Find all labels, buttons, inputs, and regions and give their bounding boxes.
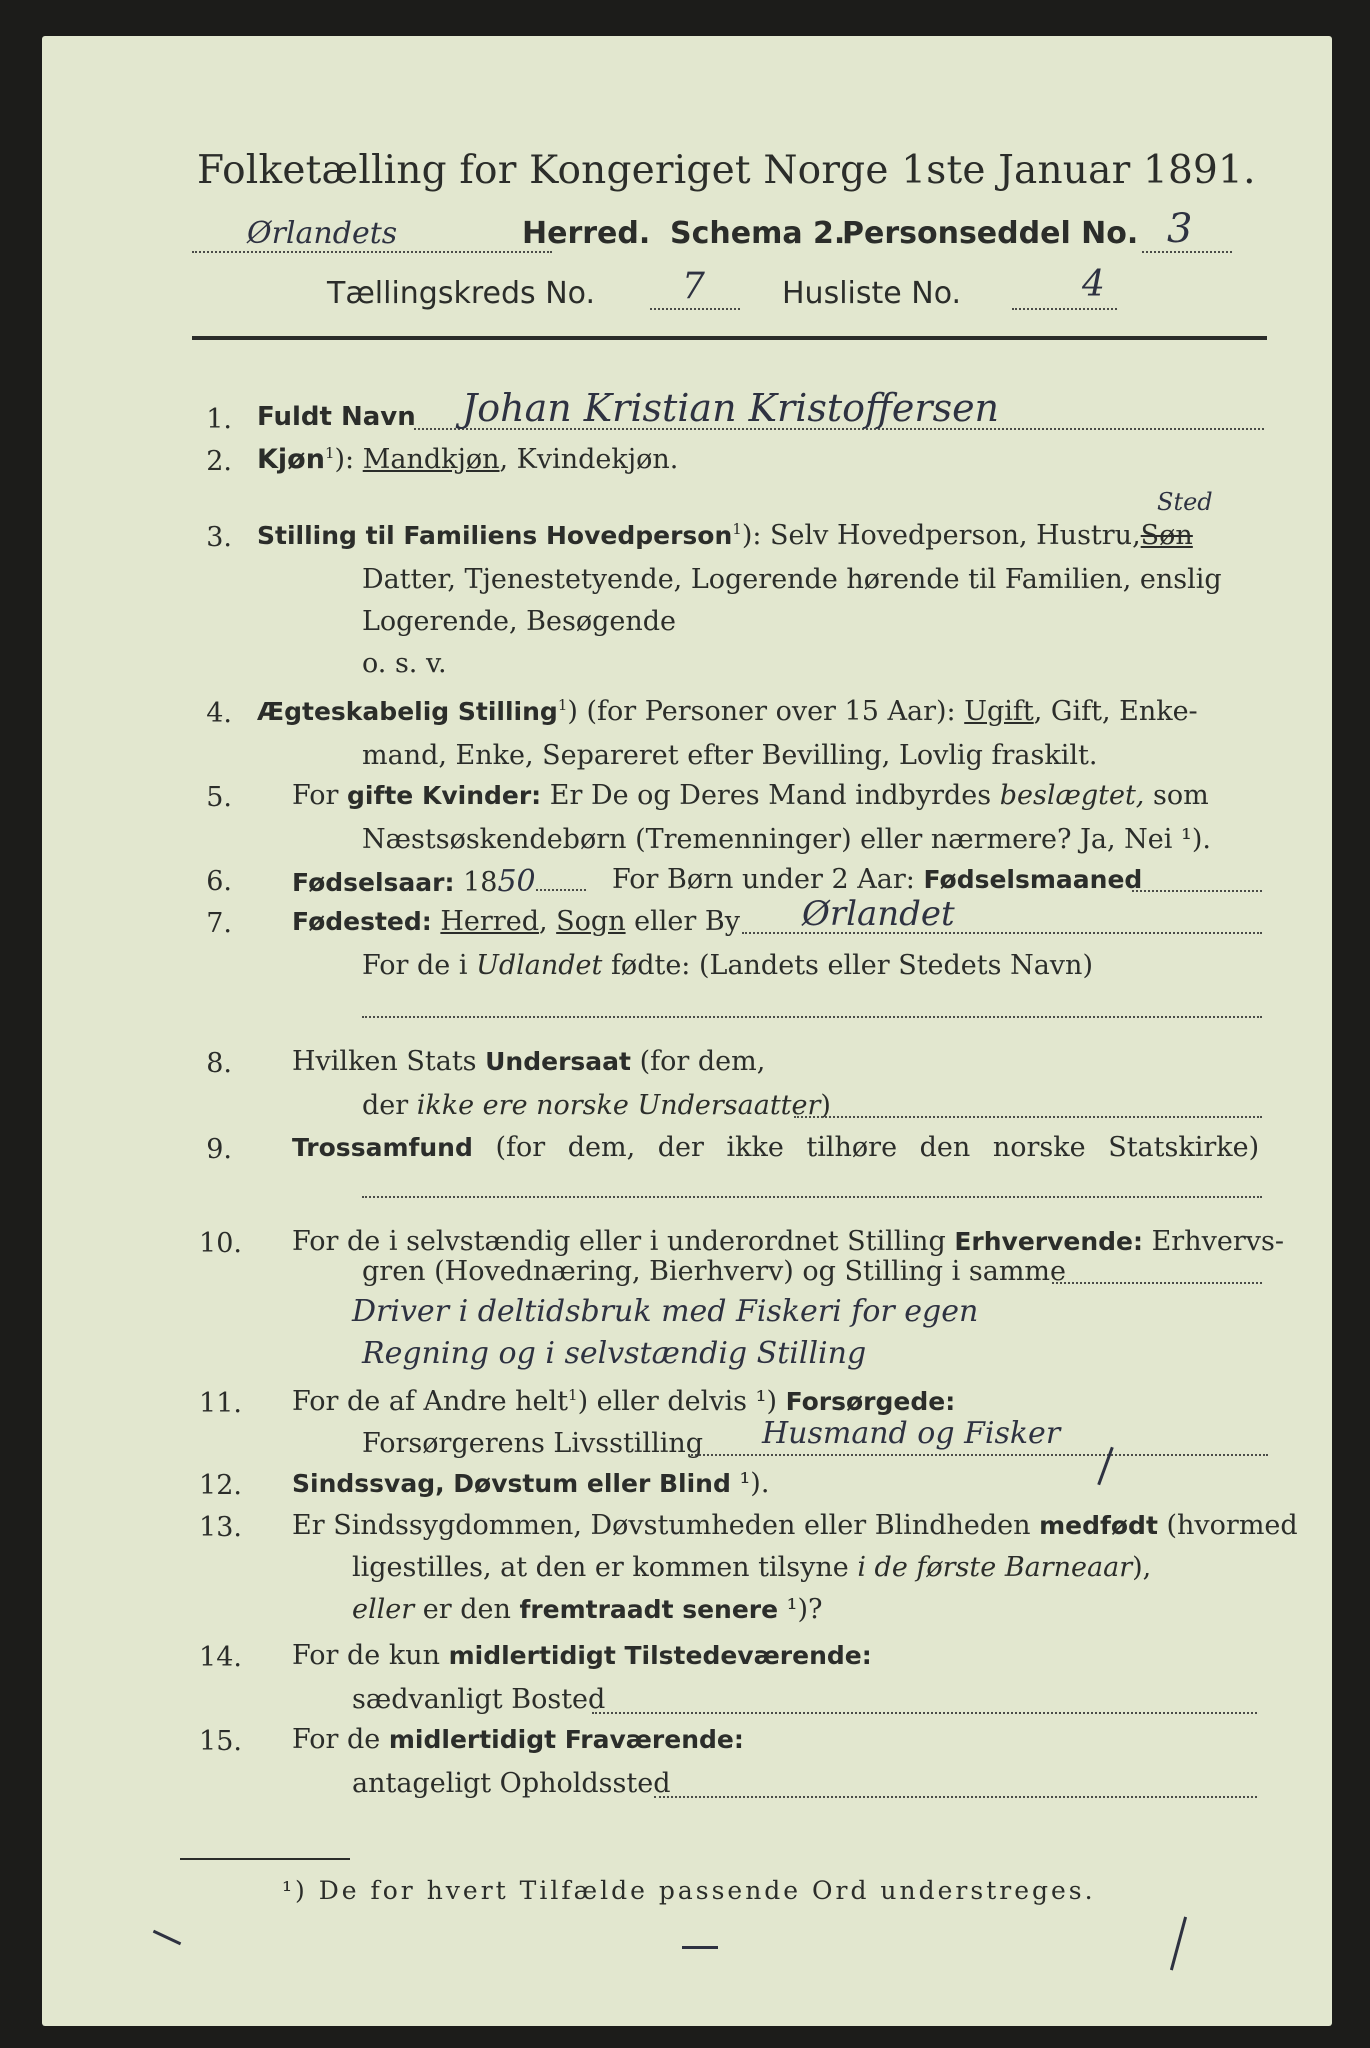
q11-label: Forsørgede:	[785, 1387, 956, 1416]
schema-label: Schema 2.	[670, 216, 846, 251]
q7-option-sogn: Sogn	[556, 906, 626, 937]
q1-number: 1.	[206, 404, 232, 435]
herred-label: Herred.	[522, 216, 651, 251]
q7-label: Fødested:	[292, 907, 432, 936]
q9-number: 9.	[206, 1134, 232, 1165]
q10-line1	[292, 1226, 1284, 1257]
q2-sup: 1	[324, 444, 335, 462]
q3-text: ): Selv Hovedperson, Hustru,	[741, 520, 1141, 551]
q6-text: For Børn under 2 Aar:	[612, 864, 924, 895]
q3-line4: o. s. v.	[362, 648, 447, 679]
pen-mark-center	[682, 1946, 718, 1949]
footnote-rule	[180, 1858, 350, 1860]
pen-mark-left	[153, 1930, 181, 1945]
q13-text-c: ligestilles, at den er kommen tilsyne	[352, 1552, 858, 1583]
q7-italic: Udlandet	[476, 950, 603, 981]
q11-value: Husmand og Fisker	[762, 1416, 1061, 1451]
q13-text-b: (hvormed	[1157, 1510, 1298, 1541]
q5-text-b: som	[1144, 780, 1209, 811]
q6-label2: Fødselsmaaned	[923, 865, 1143, 894]
q13-text-e: er den	[414, 1594, 520, 1625]
q3-line3: Logerende, Besøgende	[362, 606, 676, 637]
q11-text-a: For de af Andre helt	[292, 1386, 569, 1417]
q9-label: Trossamfund	[292, 1133, 473, 1162]
q11-text-b: ) eller delvis ¹)	[577, 1386, 786, 1417]
q4-sup: 1	[557, 696, 568, 714]
q11-line2: Forsørgerens Livsstilling	[362, 1428, 704, 1459]
q11-dots	[688, 1454, 1268, 1456]
q3-number: 3.	[206, 522, 232, 553]
q5-prefix: For	[292, 780, 348, 811]
q7-line2	[362, 950, 1093, 981]
q13-text-d: ),	[1132, 1552, 1152, 1583]
kreds-value: 7	[682, 266, 705, 307]
herred-value: Ørlandets	[247, 216, 398, 251]
q5-italic: beslægtet,	[999, 780, 1145, 811]
q7-text: eller By	[625, 906, 740, 937]
q8-number: 8.	[206, 1048, 232, 1079]
q13-italic: i de første Barneaar	[857, 1552, 1133, 1583]
q2-text-b: , Kvindekjøn.	[499, 444, 679, 475]
q10-number: 10.	[199, 1228, 242, 1259]
q6-year-prefix: 18	[454, 867, 498, 898]
q13-line1	[292, 1510, 1298, 1541]
q4-label: Ægteskabelig Stilling	[257, 697, 558, 726]
q6-year-value: 50	[497, 864, 536, 899]
q15-line2: antageligt Opholdssted	[352, 1768, 671, 1799]
q3-line2: Datter, Tjenestetyende, Logerende hørende til Familien, enslig	[362, 564, 1222, 595]
q9-line	[292, 1132, 1259, 1163]
q4-line2: mand, Enke, Separeret efter Bevilling, Lovlig fraskilt.	[362, 740, 1098, 771]
q3-option-son: Søn	[1140, 520, 1193, 551]
q8-line2	[362, 1090, 831, 1121]
q13-line3	[352, 1594, 823, 1625]
q13-italic2: eller	[352, 1594, 415, 1625]
q2-label: Kjøn	[257, 444, 325, 475]
q4-number: 4.	[206, 698, 232, 729]
husliste-value: 4	[1082, 264, 1105, 305]
census-form	[42, 36, 1332, 2026]
q13-line2	[352, 1552, 1151, 1583]
q3-correction: Sted	[1157, 488, 1213, 516]
q2-number: 2.	[206, 446, 232, 477]
q13-label: medfødt	[1039, 1511, 1158, 1540]
q14-number: 14.	[199, 1642, 242, 1673]
q6-label: Fødselsaar:	[292, 868, 455, 897]
q10-hand2: Regning og i selvstændig Stilling	[362, 1336, 867, 1371]
q6-number: 6.	[206, 866, 232, 897]
q4-option-unmarried: Ugift	[964, 696, 1034, 727]
q8-text-a: Hvilken Stats	[292, 1046, 486, 1077]
q5-line2: Næstsøskendebørn (Tremenninger) eller nærmere? Ja, Nei ¹).	[362, 824, 1211, 855]
q10-label: Erhvervende:	[954, 1227, 1144, 1256]
q5-number: 5.	[206, 782, 232, 813]
q6-line	[292, 864, 586, 899]
husliste-label: Husliste No.	[782, 276, 962, 311]
q4-text-b: , Gift, Enke-	[1033, 696, 1198, 727]
q8-dots	[794, 1116, 1262, 1118]
q8-line1	[292, 1046, 765, 1077]
q3-line1	[257, 520, 1193, 551]
q14-label: midlertidigt Tilstedeværende:	[448, 1641, 872, 1670]
herred-dots	[192, 251, 552, 253]
q4-text-a: ) (for Personer over 15 Aar):	[567, 696, 965, 727]
personseddel-value: 3	[1167, 206, 1193, 252]
q7-value: Ørlandet	[802, 894, 955, 934]
form-title: Folketælling for Kongeriget Norge 1ste Januar 1891.	[197, 148, 1256, 193]
q5-text-a: Er De og Deres Mand indbyrdes	[541, 780, 1000, 811]
q14-line1	[292, 1640, 872, 1671]
q7-line1	[292, 906, 740, 937]
q15-line1	[292, 1724, 744, 1755]
q2-line	[257, 444, 678, 475]
q14-dots	[592, 1712, 1257, 1714]
q1-label: Fuldt Navn	[257, 402, 416, 432]
q10-dots	[1052, 1282, 1262, 1284]
q12-text: ¹).	[730, 1468, 770, 1499]
q7-dots2	[362, 1016, 1262, 1018]
q13-number: 13.	[199, 1512, 242, 1543]
footnote: ¹) De for hvert Tilfælde passende Ord understreges.	[282, 1876, 1096, 1905]
q12-label: Sindssvag, Døvstum eller Blind	[292, 1469, 731, 1498]
q7-sep: ,	[538, 906, 557, 937]
q1-value: Johan Kristian Kristoffersen	[462, 386, 1000, 430]
q11-stroke	[1097, 1447, 1114, 1486]
q8-text-b: (for dem,	[630, 1046, 766, 1077]
q6-line-b	[612, 864, 1142, 895]
q9-text: (for dem, der ikke tilhøre den norske Statskirke)	[472, 1132, 1260, 1163]
q2-text-a: ):	[334, 444, 363, 475]
pen-mark-right	[1170, 1917, 1187, 1971]
q2-option-male: Mandkjøn	[362, 444, 500, 475]
q8-italic: ikke ere norske Undersaatter	[416, 1090, 821, 1121]
q3-sup: 1	[732, 520, 742, 538]
q8-text-d: )	[820, 1090, 831, 1121]
q10-text-a: For de i selvstændig eller i underordnet Stilling	[292, 1226, 955, 1257]
q7-option-herred: Herred	[440, 906, 539, 937]
q7-text-a: For de i	[362, 950, 477, 981]
header-rule	[192, 336, 1267, 340]
q11-number: 11.	[199, 1388, 242, 1419]
q6-dots	[1132, 890, 1262, 892]
q8-label: Undersaat	[485, 1047, 631, 1076]
q10-text-b: Erhvervs-	[1143, 1226, 1284, 1257]
q15-label: midlertidigt Fraværende:	[388, 1725, 744, 1754]
q13-text-f: ¹)?	[778, 1594, 823, 1625]
q9-dots	[362, 1196, 1262, 1198]
q5-line1	[292, 780, 1209, 811]
q13-text-a: Er Sindssygdommen, Døvstumheden eller Blindheden	[292, 1510, 1040, 1541]
personseddel-label: Personseddel No.	[842, 216, 1139, 251]
q7-number: 7.	[206, 908, 232, 939]
q15-number: 15.	[199, 1726, 242, 1757]
q15-prefix: For de	[292, 1724, 389, 1755]
q12-line	[292, 1468, 769, 1499]
q7-text-b: fødte: (Landets eller Stedets Navn)	[602, 950, 1093, 981]
q11-line1: For de af Andre helt$^1$) eller delvis ¹) Forsørgede:	[292, 1386, 956, 1417]
q14-prefix: For de kun	[292, 1640, 449, 1671]
q12-number: 12.	[199, 1470, 242, 1501]
q8-text-c: der	[362, 1090, 417, 1121]
q10-hand1: Driver i deltidsbruk med Fiskeri for egen	[352, 1294, 979, 1329]
q4-line1	[257, 696, 1198, 727]
q3-label: Stilling til Familiens Hovedperson	[257, 521, 733, 550]
kreds-label: Tællingskreds No.	[327, 276, 595, 311]
kreds-dots	[650, 308, 740, 310]
q15-dots	[654, 1796, 1257, 1798]
q10-line2: gren (Hovednæring, Bierhverv) og Stilling i samme	[362, 1256, 1067, 1287]
q5-label: gifte Kvinder:	[347, 781, 542, 810]
q13-label2: fremtraadt senere	[519, 1595, 779, 1624]
q14-line2: sædvanligt Bosted	[352, 1684, 606, 1715]
husliste-dots	[1012, 308, 1117, 310]
